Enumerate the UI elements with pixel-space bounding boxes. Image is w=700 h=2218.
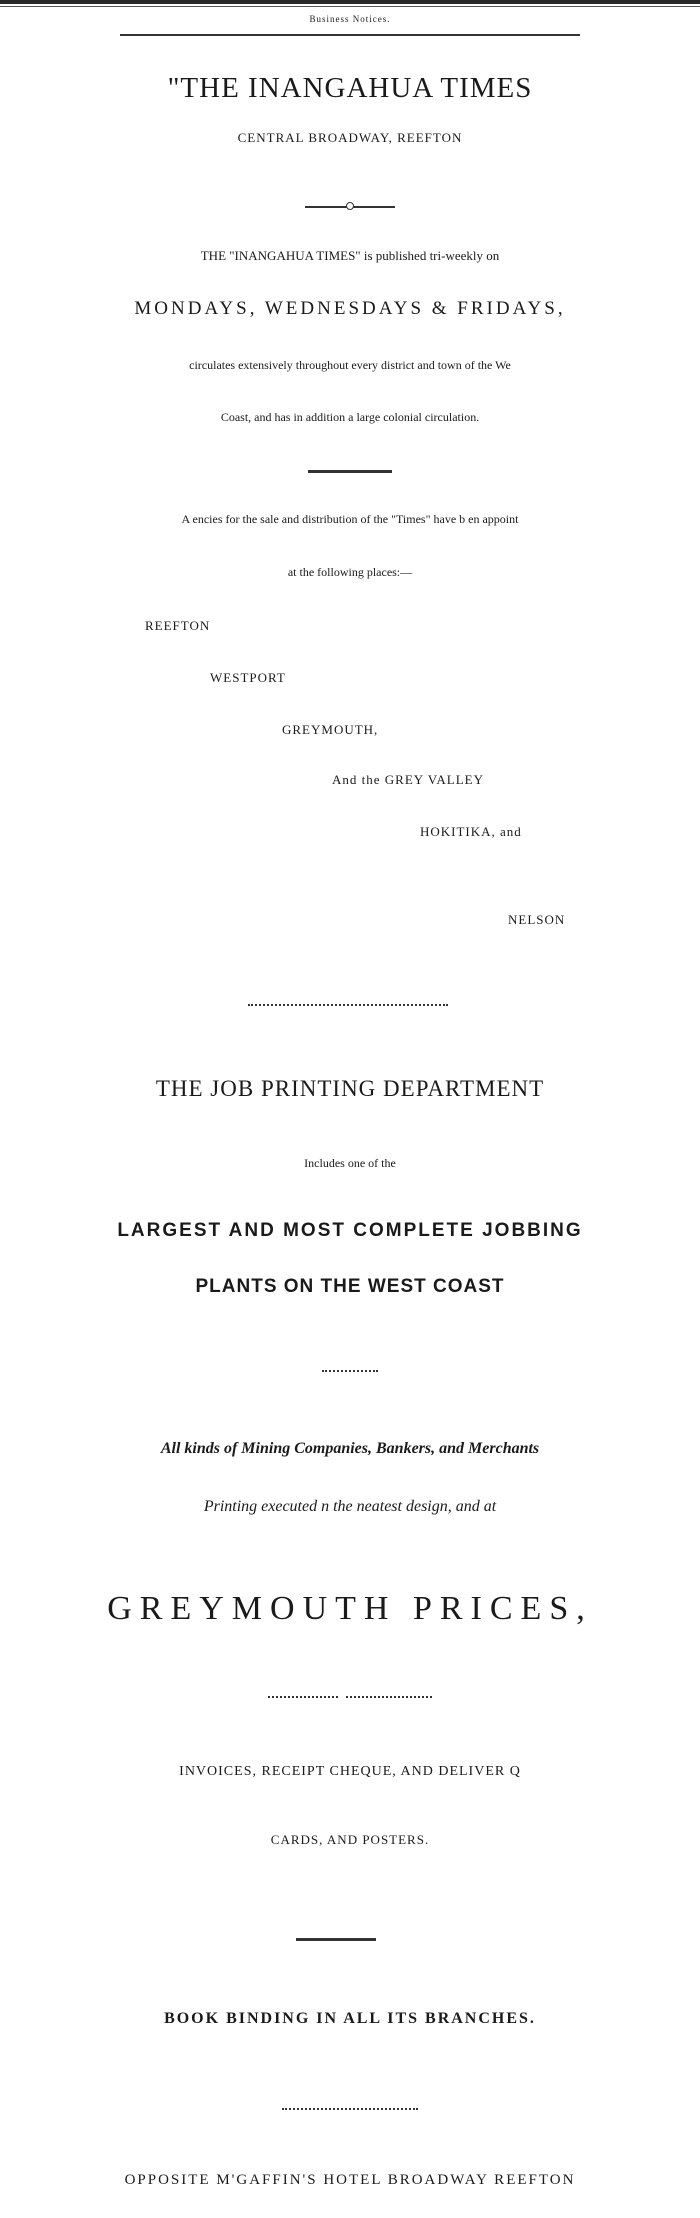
header-rule bbox=[120, 34, 580, 36]
circulation-line-2: Coast, and has in addition a large colonial circulation. bbox=[220, 410, 480, 424]
job-printing-heading: THE JOB PRINTING DEPARTMENT bbox=[155, 1076, 545, 1101]
agencies-line-2: at the following places:— bbox=[287, 565, 413, 579]
wavy-divider-bottom bbox=[282, 2108, 418, 2113]
wavy-divider bbox=[248, 1004, 448, 1009]
plants-line: PLANTS ON THE WEST COAST bbox=[195, 1276, 505, 1297]
place-grey-valley: And the GREY VALLEY bbox=[332, 772, 485, 787]
footer-address: OPPOSITE M'GAFFIN'S HOTEL BROADWAY REEFTON bbox=[124, 2172, 576, 2188]
largest-line: LARGEST AND MOST COMPLETE JOBBING bbox=[117, 1220, 583, 1241]
top-border-thin bbox=[0, 6, 700, 7]
includes-line: Includes one of the bbox=[304, 1156, 396, 1170]
wavy-divider-right bbox=[346, 1696, 432, 1701]
section-label: Business Notices. bbox=[309, 14, 391, 24]
masthead-title: "THE INANGAHUA TIMES bbox=[167, 72, 533, 104]
circulation-line: circulates extensively throughout every district and town of the We bbox=[189, 358, 511, 372]
bold-divider bbox=[308, 470, 392, 473]
place-westport: WESTPORT bbox=[210, 670, 286, 685]
mining-line: All kinds of Mining Companies, Bankers, and Merchants bbox=[160, 1440, 540, 1457]
place-reefton: REEFTON bbox=[145, 618, 211, 633]
printing-line: Printing executed n the neatest design, and at bbox=[203, 1498, 497, 1515]
place-greymouth: GREYMOUTH, bbox=[282, 722, 379, 737]
wavy-divider-left bbox=[268, 1696, 338, 1701]
ornament-dot bbox=[346, 202, 354, 210]
masthead-address: CENTRAL BROADWAY, REEFTON bbox=[237, 130, 463, 145]
greymouth-prices: GREYMOUTH PRICES, bbox=[107, 1590, 593, 1627]
invoices-line: INVOICES, RECEIPT CHEQUE, AND DELIVER Q bbox=[179, 1764, 521, 1779]
publication-days: MONDAYS, WEDNESDAYS & FRIDAYS, bbox=[134, 298, 566, 319]
wavy-divider-short bbox=[322, 1370, 378, 1375]
bold-divider-2 bbox=[296, 1938, 376, 1941]
agencies-line: A encies for the sale and distribution of the "Times" have b en appoint bbox=[181, 512, 519, 526]
book-binding-line: BOOK BINDING IN ALL ITS BRANCHES. bbox=[164, 2010, 536, 2027]
top-border bbox=[0, 0, 700, 4]
publication-line: THE "INANGAHUA TIMES" is published tri-weekly on bbox=[200, 248, 500, 263]
cards-line: CARDS, AND POSTERS. bbox=[270, 1832, 430, 1847]
place-hokitika: HOKITIKA, and bbox=[420, 824, 522, 839]
place-nelson: NELSON bbox=[508, 912, 566, 927]
